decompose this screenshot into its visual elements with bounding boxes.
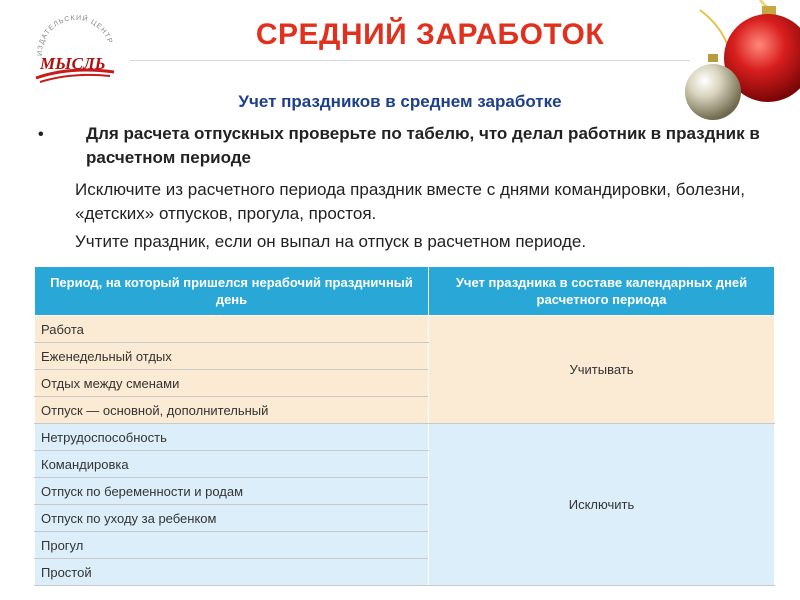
row-period: Отпуск по беременности и родам: [35, 478, 429, 505]
row-period: Отпуск — основной, дополнительный: [35, 397, 429, 424]
bullet-text: Для расчета отпускных проверьте по табелю, что делал работник в праздник в расчетном периоде: [86, 124, 760, 167]
treatment-exclude: Исключить: [429, 424, 775, 586]
page-title: СРЕДНИЙ ЗАРАБОТОК: [255, 18, 605, 51]
row-period: Отдых между сменами: [35, 370, 429, 397]
row-period: Командировка: [35, 451, 429, 478]
paragraph-include: Учтите праздник, если он выпал на отпуск в расчетном периоде.: [75, 232, 587, 251]
row-period: Нетрудоспособность: [35, 424, 429, 451]
table-row: [35, 316, 775, 343]
title-divider: [130, 60, 690, 61]
section-subtitle: Учет праздников в среднем заработке: [238, 92, 562, 111]
table-header-row: [35, 267, 775, 316]
logo-name: МЫСЛЬ: [40, 54, 106, 73]
publisher-logo: [30, 14, 120, 84]
row-period: Еженедельный отдых: [35, 343, 429, 370]
row-period: Отпуск по уходу за ребенком: [35, 505, 429, 532]
table-row: [35, 424, 775, 451]
header-treatment: Учет праздника в составе календарных дней расчетного периода: [429, 267, 775, 316]
row-period: Работа: [35, 316, 429, 343]
paragraph-exclude: Исключите из расчетного периода праздник вместе с днями командировки, болезни, «детских» отпусков, прогула, простоя.: [75, 180, 745, 223]
svg-text:ИЗДАТЕЛЬСКИЙ ЦЕНТР: [37, 14, 114, 56]
row-period: Прогул: [35, 532, 429, 559]
bullet-mark: •: [38, 126, 44, 143]
treatment-include: Учитывать: [429, 316, 775, 424]
row-period: Простой: [35, 559, 429, 586]
logo-arc-text: ИЗДАТЕЛЬСКИЙ ЦЕНТР: [36, 14, 114, 57]
header-period: Период, на который пришелся нерабочий праздничный день: [35, 267, 429, 316]
holiday-accounting-table: [34, 266, 775, 586]
